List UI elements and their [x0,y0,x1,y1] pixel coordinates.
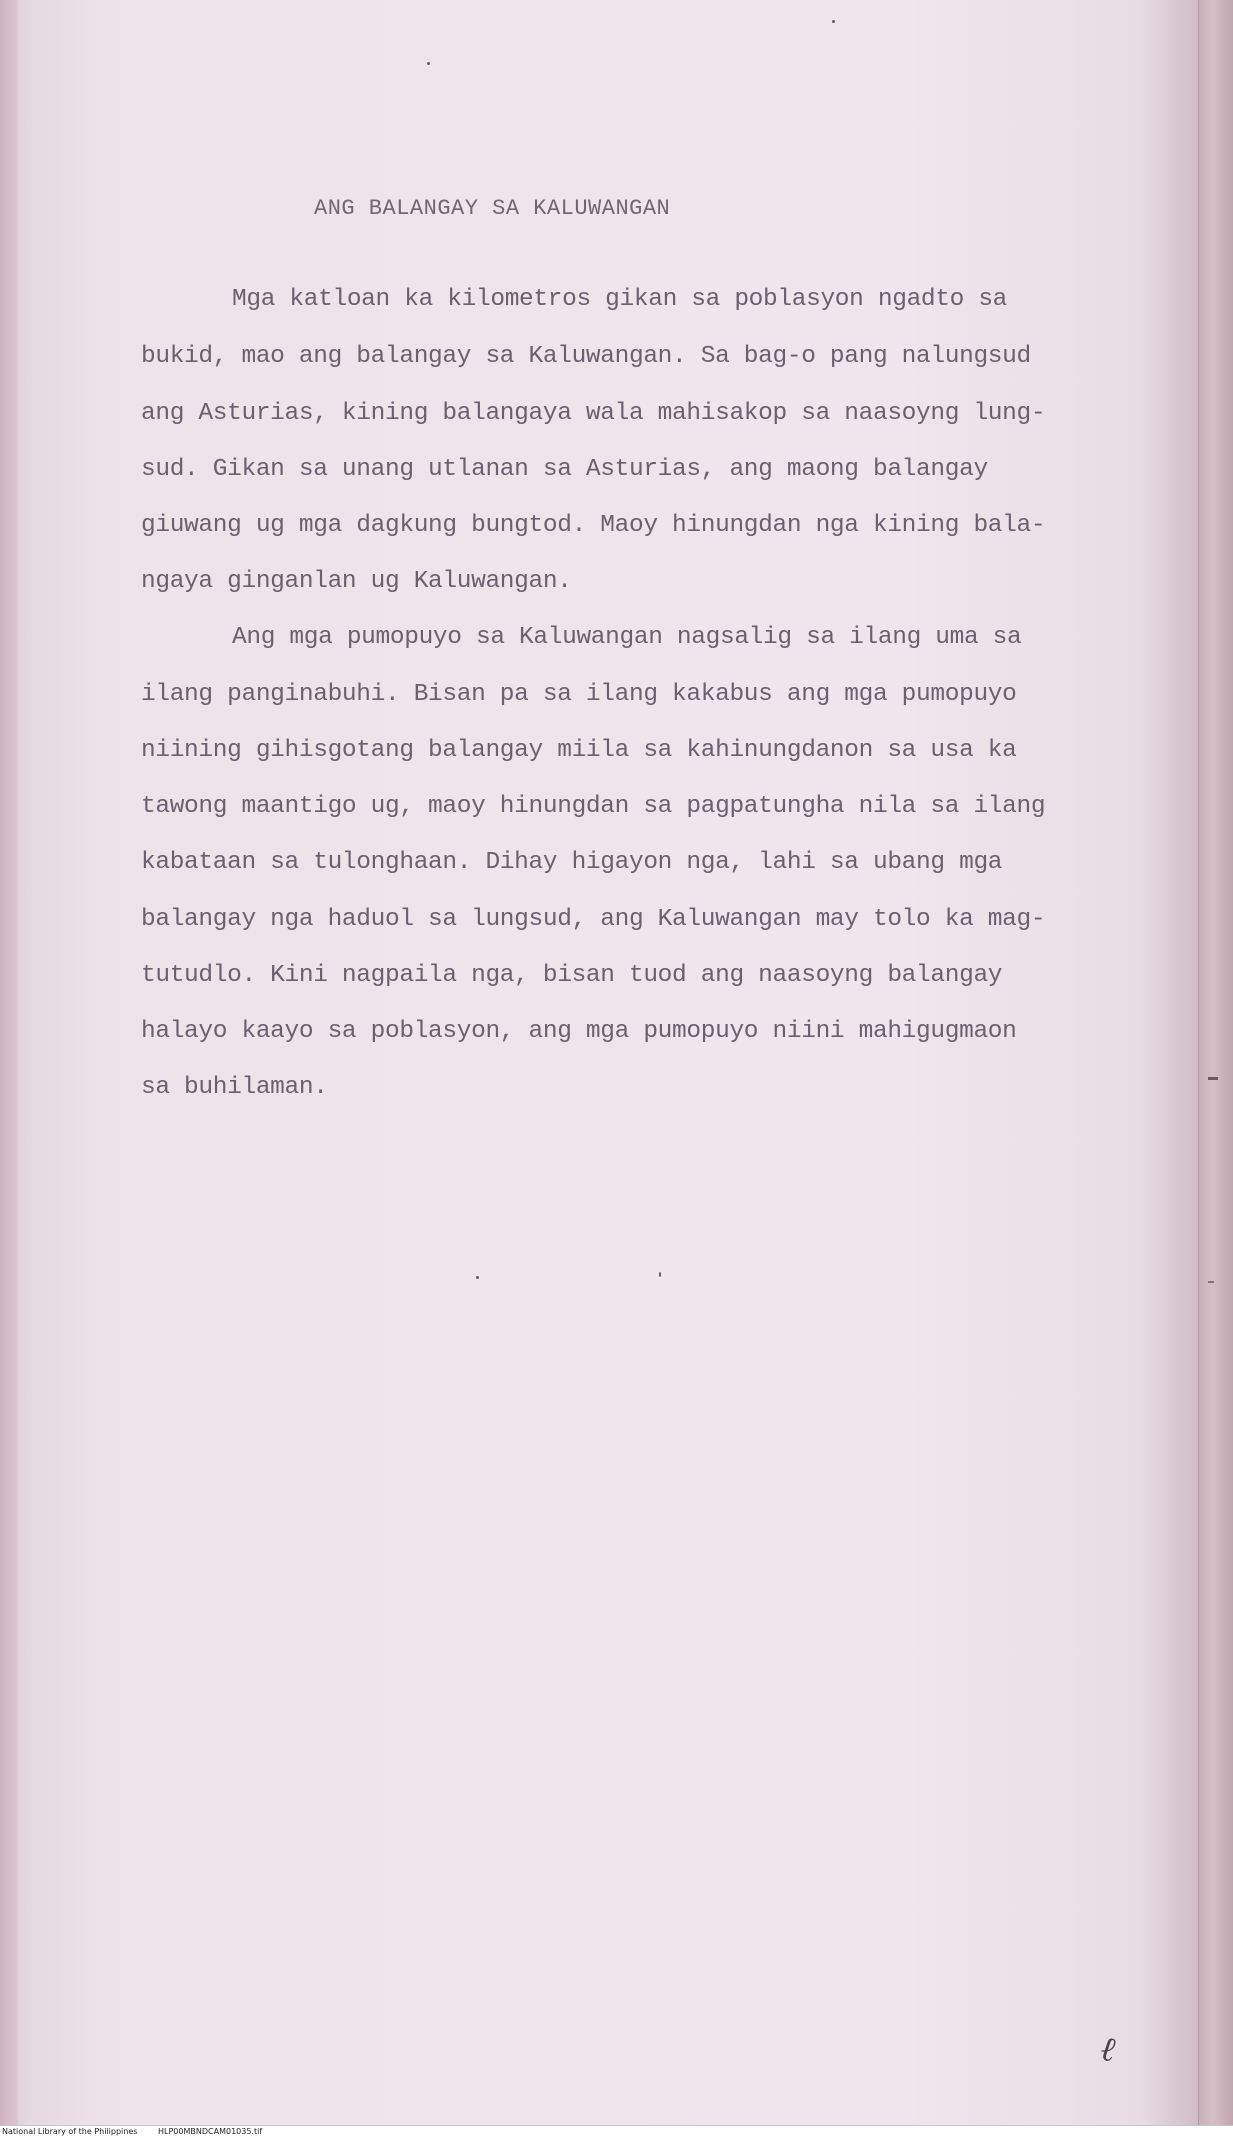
paragraph-2-line-4: tawong maantigo ug, maoy hinungdan sa pagpatungha nila sa ilang [141,793,1046,820]
paragraph-1-line-1: Mga katloan ka kilometros gikan sa poblasyon ngadto sa [232,286,1008,313]
handwritten-mark: ℓ [1094,2027,1123,2071]
paragraph-2-line-6: balangay nga haduol sa lungsud, ang Kaluwangan may tolo ka mag- [141,906,1046,933]
paragraph-2-line-9: sa buhilaman. [141,1074,328,1101]
paragraph-2-line-3: niining gihisgotang balangay miila sa kahinungdanon sa usa ka [141,737,1017,764]
paragraph-1-line-6: ngaya ginganlan ug Kaluwangan. [141,568,572,595]
scan-footer [0,2125,1233,2137]
paragraph-2-line-1: Ang mga pumopuyo sa Kaluwangan nagsalig sa ilang uma sa [232,624,1022,651]
paragraph-1-line-2: bukid, mao ang balangay sa Kaluwangan. Sa bag-o pang nalungsud [141,343,1031,370]
paragraph-1-line-4: sud. Gikan sa unang utlanan sa Asturias, ang maong balangay [141,456,988,483]
page-title: ANG BALANGAY SA KALUWANGAN [314,196,671,221]
paragraph-2-line-5: kabataan sa tulonghaan. Dihay higayon nga, lahi sa ubang mga [141,849,1003,876]
paragraph-1-line-5: giuwang ug mga dagkung bungtod. Maoy hinungdan nga kining bala- [141,512,1046,539]
footer-source: National Library of the Philippines [2,2127,138,2136]
paragraph-2-line-2: ilang panginabuhi. Bisan pa sa ilang kakabus ang mga pumopuyo [141,681,1017,708]
footer-filename: HLP00MBNDCAM01035.tif [158,2127,263,2136]
paragraph-2-line-8: halayo kaayo sa poblasyon, ang mga pumopuyo niini mahigugmaon [141,1018,1017,1045]
paragraph-2-line-7: tutudlo. Kini nagpaila nga, bisan tuod ang naasoyng balangay [141,962,1003,989]
paragraph-1-line-3: ang Asturias, kining balangaya wala mahisakop sa naasoyng lung- [141,400,1046,427]
